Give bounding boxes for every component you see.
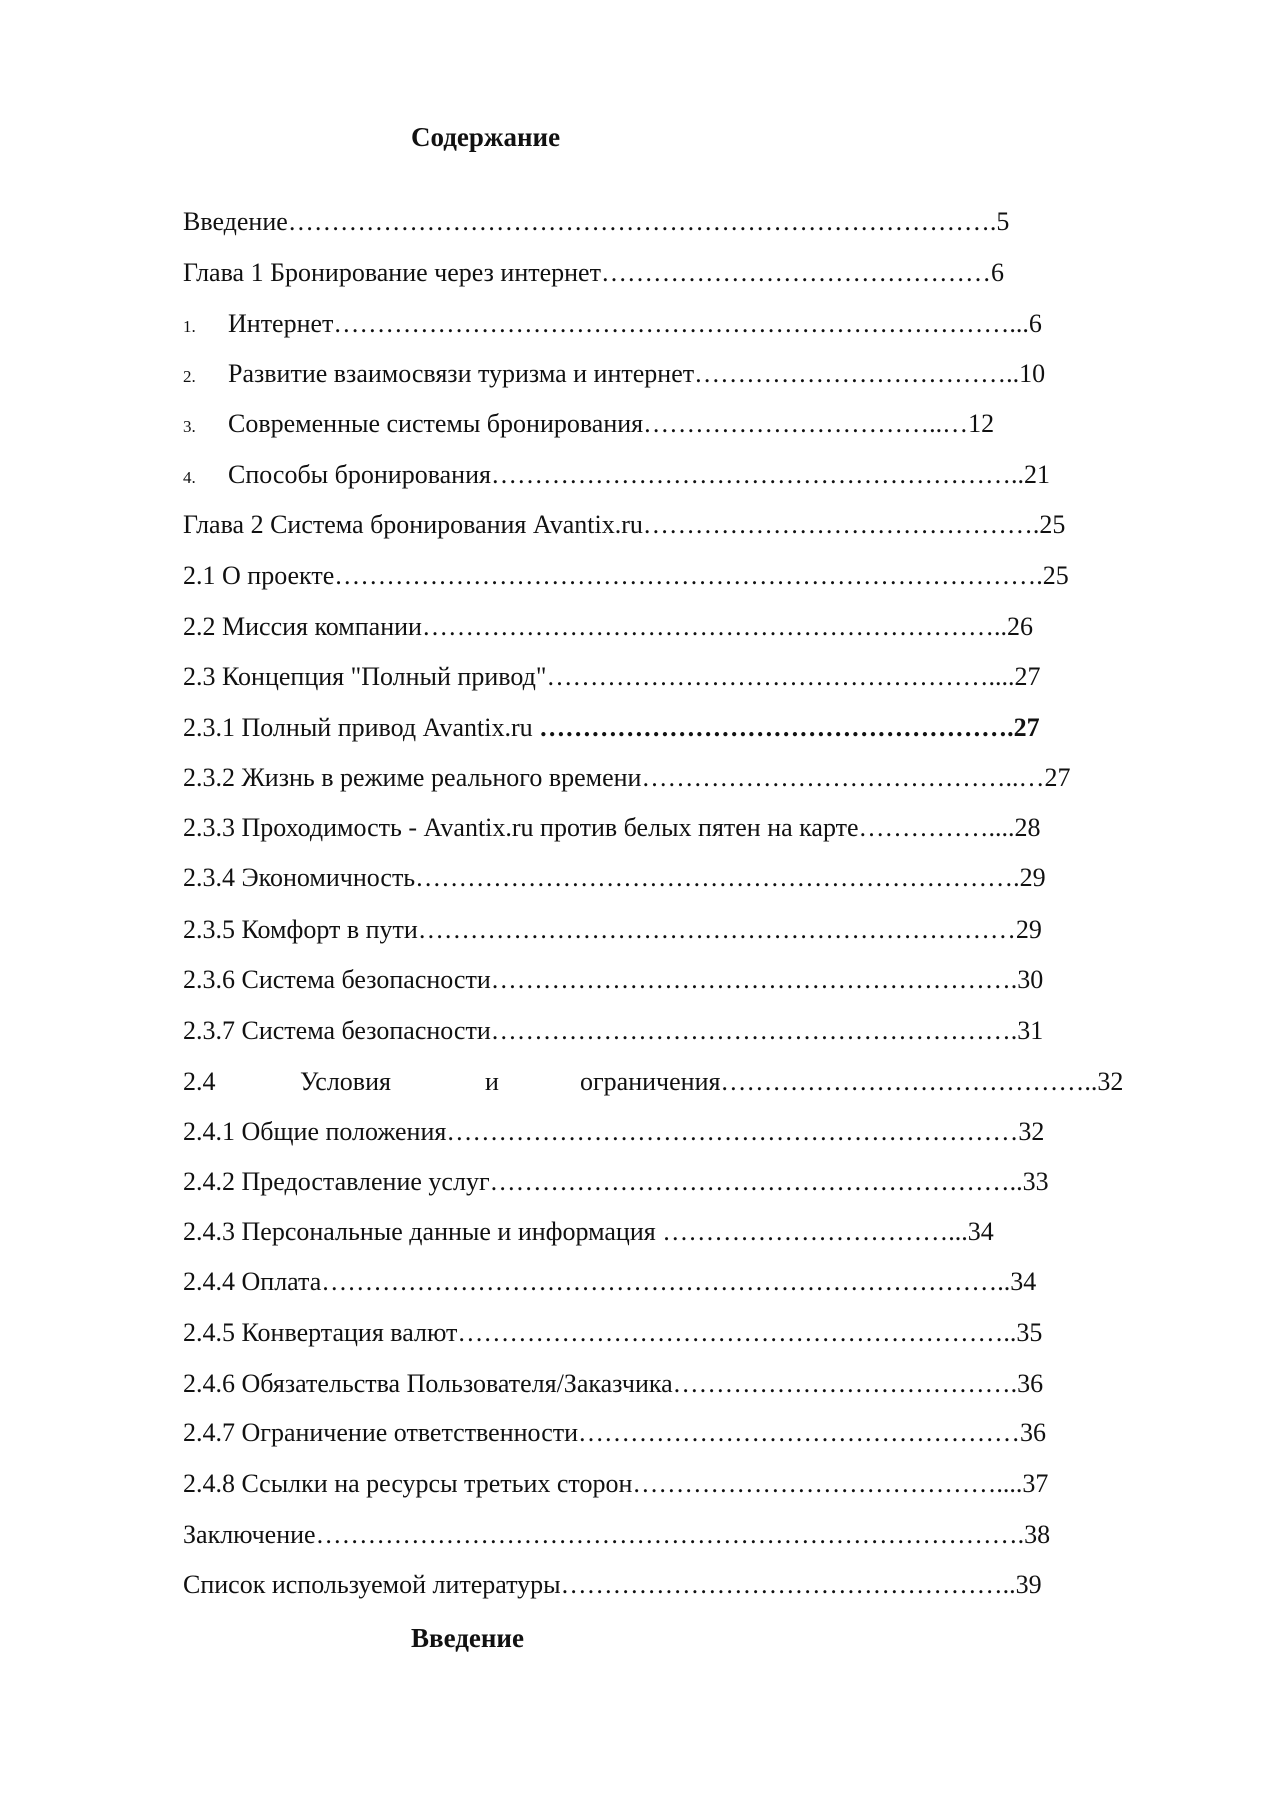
toc-entry-title: 2.3.2 Жизнь в режиме реального времени: [183, 763, 642, 792]
toc-entry-leader: ……………………………………………………………: [417, 915, 1016, 944]
toc-entry-page: 32: [1018, 1117, 1045, 1146]
toc-entry-page: 5: [996, 207, 1010, 236]
toc-entry-number: 3.: [183, 417, 196, 436]
toc-entry-page: 34: [1010, 1267, 1037, 1296]
toc-entry: [183, 1315, 1042, 1351]
toc-heading: Содержание: [411, 122, 561, 152]
toc-entry-title: Заключение: [183, 1520, 316, 1549]
toc-entry: [183, 1567, 1042, 1603]
toc-entry-title-word: и: [485, 1067, 499, 1096]
toc-entry-page: 25: [1042, 561, 1069, 590]
toc-entry-title: Список используемой литературы: [183, 1570, 561, 1599]
toc-entry: [183, 1013, 1043, 1049]
toc-entry-title: 2.4.3 Персональные данные и информация: [183, 1217, 663, 1246]
toc-entry-page: 31: [1017, 1016, 1044, 1045]
toc-entry-page: 27: [1044, 763, 1071, 792]
toc-entry-page: 6: [990, 258, 1004, 287]
toc-entry: [183, 306, 1042, 342]
toc-entry-page: 35: [1016, 1318, 1043, 1347]
toc-entry: [183, 1415, 1046, 1451]
toc-entry-leader: ……………………………...: [662, 1217, 968, 1246]
toc-entry-title: Современные системы бронирования: [228, 409, 644, 438]
toc-entry-title: 2.3.1 Полный привод Avantix.ru: [183, 713, 540, 742]
toc-entry-page: 33: [1022, 1167, 1049, 1196]
toc-entry-leader: …………………………………………………….: [490, 1016, 1018, 1045]
toc-entry-title-word: Условия: [300, 1067, 391, 1096]
toc-entry-leader: ……………………………………………....: [546, 662, 1015, 691]
toc-entry-page: 39: [1015, 1570, 1042, 1599]
toc-entry-page: .6: [1022, 309, 1042, 338]
toc-entry-leader: ……………....: [858, 813, 1015, 842]
toc-entry-title: 2.4.5 Конвертация валют: [183, 1318, 458, 1347]
toc-entry-title: 2.2 Миссия компании: [183, 612, 422, 641]
toc-entry-leader: …………………………………………………………….: [415, 863, 1020, 892]
toc-entry-page: 37: [1022, 1469, 1049, 1498]
toc-entry-page: 38: [1024, 1520, 1051, 1549]
toc-entry-title: 2.3.7 Система безопасности: [183, 1016, 491, 1045]
toc-entry-page: 29: [1019, 863, 1046, 892]
toc-entry-leader: ……………………………………………..: [560, 1570, 1016, 1599]
toc-entry: [183, 1517, 1050, 1553]
toc-entry-leader: ………………………………………: [600, 258, 991, 287]
toc-entry-leader: ……………………………………………………..: [489, 1167, 1023, 1196]
toc-entry-page: 28: [1014, 813, 1041, 842]
toc-entry-title: 2.4.4 Оплата: [183, 1267, 322, 1296]
toc-entry-title: 2.3.5 Комфорт в пути: [183, 915, 418, 944]
toc-entry: [183, 1214, 994, 1250]
toc-entry-title: 2.4.7 Ограничение ответственности: [183, 1418, 579, 1447]
toc-entry-leader: ……………………………………..…: [641, 763, 1045, 792]
toc-entry: [183, 558, 1069, 594]
toc-entry-title: 2.4.2 Предоставление услуг: [183, 1167, 490, 1196]
toc-entry-title: Способы бронирования: [228, 460, 491, 489]
toc-entry-title: 2.4.1 Общие положения: [183, 1117, 447, 1146]
toc-entry-page: 29: [1015, 915, 1042, 944]
toc-entry: [183, 659, 1040, 695]
toc-entry-title: 2.3.6 Система безопасности: [183, 965, 491, 994]
toc-entry-title: Развитие взаимосвязи туризма и интернет: [228, 359, 695, 388]
toc-entry-number: 2.: [183, 367, 196, 386]
toc-entry: [183, 406, 994, 442]
toc-entry-leader: ……………………………………………………………………..: [321, 1267, 1011, 1296]
intro-heading: Введение: [411, 1623, 524, 1653]
toc-entry: [183, 860, 1046, 896]
toc-entry-leader: …………………………………………………………..: [421, 612, 1007, 641]
toc-entry-leader: …………………………………………………….: [490, 965, 1018, 994]
toc-entry-page: 21: [1023, 460, 1050, 489]
toc-entry: [183, 204, 1009, 240]
toc-entry-page: 10: [1019, 359, 1046, 388]
toc-entry-page: 26: [1006, 612, 1033, 641]
toc-entry: [183, 710, 1040, 746]
toc-entry-number: 1.: [183, 317, 196, 336]
toc-entry-title: 2.3.3 Проходимость - Avantix.ru против белых пятен на карте: [183, 813, 859, 842]
toc-entry-leader: ……………………………………………………………………..: [333, 309, 1023, 338]
toc-entry-page: 30: [1017, 965, 1044, 994]
toc-entry-title: 2.4.8 Ссылки на ресурсы третьих сторон: [183, 1469, 633, 1498]
toc-entry-title: 2.3 Концепция "Полный привод": [183, 662, 547, 691]
toc-entry: [183, 912, 1042, 948]
toc-entry: [183, 356, 1045, 392]
toc-entry: [183, 255, 1004, 291]
toc-entry: [183, 609, 1033, 645]
toc-entry-leader: ……………………………………………………………………….: [334, 561, 1043, 590]
toc-entry-page: 27: [1014, 662, 1041, 691]
toc-entry-leader: ……………………………………....: [632, 1469, 1023, 1498]
toc-entry: [183, 1466, 1048, 1502]
toc-entry-leader: ……………………………………………………………………….: [315, 1520, 1025, 1549]
toc-entry-page: 34: [967, 1217, 994, 1246]
toc-entry-title: 2.1 О проекте: [183, 561, 335, 590]
toc-entry-title-word: ограничения……………………………………..32: [580, 1067, 1124, 1096]
toc-entry-page: 12: [968, 409, 995, 438]
toc-entry-page: 36: [1017, 1369, 1044, 1398]
toc-entry-title: Введение: [183, 207, 288, 236]
toc-entry-leader: ……………………………………….: [642, 510, 1040, 539]
toc-entry-title: Глава 1 Бронирование через интернет: [183, 258, 601, 287]
toc-entry-number: 4.: [183, 468, 196, 487]
toc-entry-leader: ………………………………….: [672, 1369, 1018, 1398]
toc-entry: [183, 1114, 1044, 1150]
toc-entry-leader: ……………………………………………: [578, 1418, 1021, 1447]
toc-entry: [183, 760, 1070, 796]
toc-entry-leader: ……………………………………………………..: [490, 460, 1024, 489]
toc-entry: [183, 1164, 1049, 1200]
toc-entry-leader: ………………………………………………………..: [457, 1318, 1017, 1347]
toc-entry-number: 2.4: [183, 1067, 216, 1096]
toc-entry-leader: ………………………………..: [694, 359, 1020, 388]
toc-entry-leader: ……………………………..…: [643, 409, 969, 438]
toc-entry-title: 2.4.6 Обязательства Пользователя/Заказчика: [183, 1369, 673, 1398]
toc-entry: [183, 810, 1041, 846]
toc-entry-title: 2.3.4 Экономичность: [183, 863, 416, 892]
toc-entry: [183, 962, 1043, 998]
toc-entry-leader: ……………………………………………….: [539, 713, 1014, 742]
toc-entry-title: Глава 2 Система бронирования Avantix.ru: [183, 510, 643, 539]
toc-entry: [183, 507, 1065, 543]
toc-entry-page: 27: [1013, 713, 1040, 742]
toc-entry-leader: …………………………………………………………: [446, 1117, 1019, 1146]
toc-entry: [183, 1264, 1036, 1300]
toc-entry: [183, 457, 1050, 493]
toc-entry-page: 25: [1039, 510, 1066, 539]
toc-entry: [183, 1064, 1193, 1100]
toc-entry-page: 36: [1020, 1418, 1047, 1447]
toc-entry: [183, 1366, 1043, 1402]
toc-entry-title: Интернет: [228, 309, 334, 338]
toc-entry-leader: ……………………………………………………………………….: [287, 207, 997, 236]
